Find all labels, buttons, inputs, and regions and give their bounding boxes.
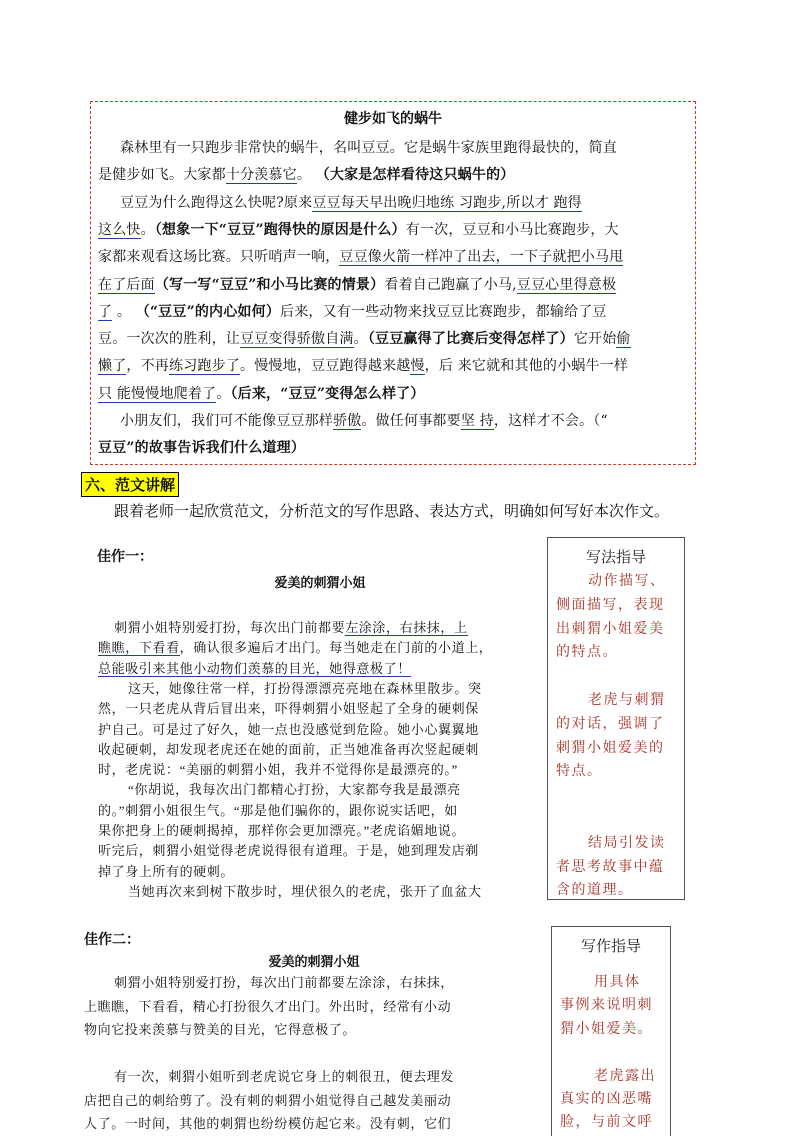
essay1-label: 佳作一： [97, 549, 153, 565]
story-line-segment: 豆豆为什么跑得这么快呢?原来 [120, 194, 313, 211]
essay1-line [128, 881, 482, 900]
essay1-line-segment: 果你把身上的硬刺揭掉，那样你会更加漂亮。”老虎谄媚地说。 [98, 823, 466, 838]
story-line [98, 219, 619, 239]
guide-line: 猬小姐爱美。 [560, 1021, 653, 1037]
story-line-segment: 豆。一次次的胜利，让 [98, 331, 240, 348]
essay2-line [114, 972, 454, 991]
story-line [98, 301, 607, 321]
guide-line: 的特点。 [556, 645, 618, 661]
guide-line: 出刺猬小姐爱美 [556, 621, 665, 637]
story-line-segment: 坚 持 [460, 413, 494, 429]
story-line-segment: （“豆豆”的内心如何） [135, 303, 281, 320]
guide-line: 特点。 [556, 764, 603, 780]
essay1-line [98, 820, 465, 839]
essay1-line-segment: 听完后，刺猬小姐觉得老虎说得很有道理。于是，她到理发店剃 [98, 843, 479, 859]
story-line-segment: ，不再 [126, 358, 170, 375]
story-line-segment: （大家是怎样看待这只蜗牛的） [315, 167, 515, 184]
essay1-line-segment: 刺猬小姐特别爱打扮，每次出门前都要 [114, 620, 346, 635]
guide-line: 刺猬小姐爱美的 [556, 740, 665, 756]
story-line [98, 383, 425, 403]
story-line-segment: 慢 [410, 358, 425, 375]
essay1-line-segment: 的。”刺猬小姐很生气。“那是他们骗你的，跟你说实话吧，如 [98, 802, 458, 818]
guide2-title: 写作指导 [580, 937, 641, 955]
essay2-line-segment: 物向它投来羡慕与赞美的目光，它得意极了。 [84, 1022, 357, 1037]
essay1-line [98, 719, 479, 738]
story-title: 健步如飞的蜗牛 [344, 111, 442, 127]
story-line-segment: 豆豆变得骄傲自满 [240, 331, 354, 348]
essay2-label: 佳作二： [84, 932, 140, 948]
story-line-segment: 家都来观看这场比赛。只听哨声一响， [98, 249, 340, 266]
essay2-line-segment: 有一次，刺猬小姐听到老虎说它身上的刺很丑，便去理发 [114, 1069, 455, 1084]
story-line [98, 328, 631, 348]
guide-line: 用具体 [594, 975, 641, 990]
story-line-segment: （想象一下“豆豆”跑得快的原因是什么） [154, 221, 406, 238]
guide-line: 脸，与前文呼 [560, 1115, 653, 1131]
story-line [120, 192, 582, 212]
story-line-segment: （后来，“豆豆”变得怎么样了） [230, 385, 425, 402]
essay1-line-segment: “你胡说，我每次出门都精心打扮，大家都夸我是最漂亮 [128, 782, 461, 798]
story-line [120, 137, 617, 157]
guide-line: 的对话，强调了 [556, 716, 665, 732]
essay2-line [84, 1113, 451, 1132]
guide-line: 动作描写、 [588, 574, 666, 589]
story-line-segment: 看着自己跑赢了小马, [384, 276, 517, 293]
guide-line: 侧面描写，表现 [556, 597, 665, 613]
guide-line: 真实的凶恶嘴 [560, 1092, 653, 1107]
essay2-line-segment: 人了。一时间，其他的刺猬也纷纷模仿起它来。没有刺，它们 [84, 1116, 452, 1131]
guide-line: 结局引发读 [588, 835, 666, 851]
essay1-body [98, 617, 544, 907]
essay1-line [98, 658, 411, 677]
story-line-segment: 小朋友们，我们可不能像豆豆那样 [120, 413, 333, 429]
guide-line: 老虎露出 [594, 1068, 656, 1084]
story-line-segment: 了 [98, 303, 113, 320]
story-line-segment: 。 [216, 385, 231, 402]
essay1-line [128, 779, 461, 798]
story-line-segment: 。 [296, 167, 316, 184]
essay1-line-segment: 左涂涂，右抹抹，上 [345, 620, 468, 635]
essay1-line [98, 861, 234, 880]
guide-line: 事例来说明刺 [560, 998, 653, 1014]
story-line-segment: 森林里有一只跑步非常快的蜗牛，名叫豆豆。它是蜗牛家族里跑得最快的，简直 [120, 140, 617, 156]
story-line-segment: 它开始 [573, 331, 617, 348]
essay1-line-segment: 总能吸引来其他小动物们羡慕的目光，她得意极了！ [98, 660, 411, 676]
essay1-line-segment: 收起硬刺，却发现老虎还在她的面前，正当她准备再次竖起硬刺 [98, 741, 479, 757]
essay1-line-segment: 然，一只老虎从背后冒出来，吓得刺猬小姐竖起了全身的硬刺保 [98, 701, 479, 717]
story-line-segment: 在了后面 [98, 276, 155, 293]
essay1-line-segment: 护自己。可是过了好久，她一点也没感觉到危险。她小心翼翼地 [98, 721, 479, 737]
guide1-title: 写法指导 [585, 548, 646, 566]
story-line-segment: 豆豆心里得意极 [516, 276, 617, 293]
essay1-line [98, 840, 479, 859]
essay2-line [84, 996, 451, 1015]
essay1-title: 爱美的刺猬小姐 [274, 576, 366, 591]
story-line-segment: 偷 [616, 331, 631, 348]
essay1-line-segment: 当她再次来到树下散步时，埋伏很久的老虎，张开了血盆大 [128, 883, 482, 899]
story-line [98, 164, 514, 184]
guide-line: 老虎与刺猬 [588, 693, 666, 708]
essay2-line [114, 1066, 454, 1085]
story-line-segment: ，后 来它就和其他的小蜗牛一样 [424, 358, 629, 375]
section-intro: 跟着老师一起欣赏范文，分析范文的写作思路、表达方式，明确如何写好本次作文。 [114, 502, 670, 520]
essay2-line-segment: 上瞧瞧，下看看，精心打扮很久才出门。外出时，经常有小动 [84, 998, 452, 1014]
story-line [98, 246, 623, 266]
guide-line: 含的道理。 [556, 883, 634, 899]
story-line-segment: 后来，又有一些动物来找豆豆比赛跑步，都输给了豆 [280, 303, 607, 320]
story-line-segment: 。 [353, 331, 368, 348]
story-line-segment: 是健步如飞。大家都 [98, 167, 226, 184]
essay1-line [128, 678, 482, 697]
story-line [120, 410, 608, 430]
story-line-segment: 豆豆每天早出晚归地练 习跑步,所以才 跑得 [312, 194, 582, 211]
story-line-segment: 。 [140, 221, 155, 238]
story-line-segment: 有一次，豆豆和小马比赛跑步，大 [405, 221, 619, 238]
story-line-segment: 只 能慢慢地爬着了 [98, 385, 217, 402]
essay2-line [84, 1019, 356, 1038]
essay2-line-segment: 店把自己的刺给剪了。没有刺的刺猬小姐觉得自己越发美丽动 [84, 1092, 452, 1108]
essay1-line-segment: 时，老虎说：“美丽的刺猬小姐，我并不觉得你是最漂亮的。” [98, 762, 458, 778]
essay1-line-segment: 瞧瞧，下看看 [98, 640, 180, 656]
essay2-body [84, 972, 544, 1131]
essay1-line-segment: ，确认很多遍后才出门。每当她走在门前的小道上， [179, 640, 493, 656]
story-line-segment: （豆豆赢得了比赛后变得怎样了） [367, 331, 574, 348]
essay1-line [98, 800, 458, 819]
story-line-segment: 豆豆”的故事告诉我们什么道理） [98, 440, 306, 457]
story-line [98, 355, 628, 375]
guide-line: 者思考故事中蕴 [556, 859, 665, 875]
essay1-line [98, 637, 492, 656]
story-line-segment: ，这样才不会。（“ [493, 413, 608, 429]
story-line-segment: 这么快 [98, 221, 141, 238]
essay1-line [114, 617, 468, 636]
story-line-segment: 骄傲 [333, 413, 362, 429]
story-line-segment: 十分羡慕它 [225, 167, 297, 184]
essay2-title: 爱美的刺猬小姐 [268, 955, 360, 970]
essay1-line-segment: 这天，她像往常一样，打扮得漂漂亮亮地在森林里散步。突 [128, 680, 482, 696]
guide1-box [547, 537, 685, 900]
essay1-line-segment: 掉了身上所有的硬刺。 [98, 863, 235, 879]
story-line-segment: 。 [112, 303, 136, 320]
story-line-segment: 练习跑步了 [169, 358, 241, 375]
story-line-segment: 懒了 [98, 358, 127, 375]
guide2-box [551, 926, 671, 1136]
essay1-line [98, 739, 479, 758]
essay2-line-segment: 刺猬小姐特别爱打扮，每次出门前都要左涂涂，右抹抹， [114, 975, 455, 990]
essay1-line [98, 759, 458, 778]
story-line-segment: 。慢慢地，豆豆跑得越来越 [240, 358, 411, 375]
story-line [98, 437, 305, 457]
story-line-segment: （写一写“豆豆”和小马比赛的情景） [154, 276, 385, 293]
story-line-segment: 豆豆像火箭一样冲了出去，一下子就把小马甩 [339, 249, 624, 266]
story-line-segment: 。做任何事都要 [361, 413, 461, 429]
essay2-line [84, 1090, 451, 1109]
essay1-line [98, 698, 479, 717]
story-line [98, 274, 616, 294]
section-heading: 六、范文讲解 [81, 472, 179, 497]
